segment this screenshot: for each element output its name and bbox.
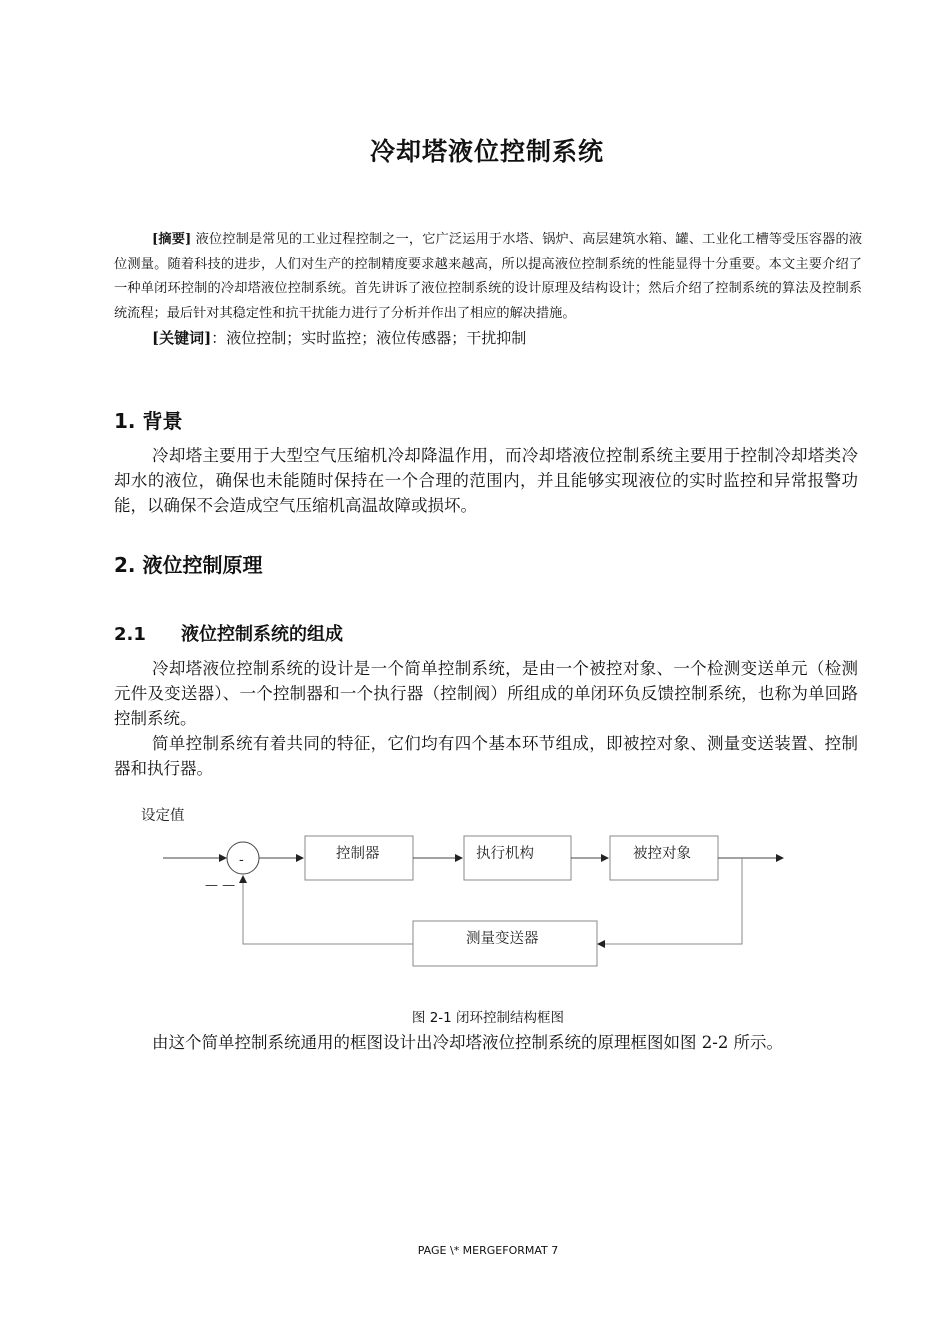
keywords-label: [关键词]: [152, 329, 212, 347]
figure-caption: 图 2-1 闭环控制结构框图: [411, 1010, 565, 1026]
after-figure-body: [114, 1030, 858, 1055]
abstract-block: [114, 228, 862, 351]
summing-sign: -: [239, 852, 244, 868]
block-diagram: [0, 790, 950, 990]
section-1-heading: 1. 背景: [114, 409, 183, 433]
section-2-1-heading: [114, 620, 343, 646]
abstract-paragraph: [114, 228, 862, 326]
after-figure-paragraph: 由这个简单控制系统通用的框图设计出冷却塔液位控制系统的原理框图如图 2-2 所示。: [152, 1033, 784, 1052]
section-2-1-number: 2.1: [114, 624, 146, 645]
page-footer: PAGE \* MERGEFORMAT 7: [417, 1244, 559, 1257]
abstract-label: [摘要]: [152, 232, 192, 247]
abstract-text: 液位控制是常见的工业过程控制之一，它广泛运用于水塔、锅炉、高层建筑水箱、罐、工业化工槽等受压容器的液位测量。随着科技的进步，人们对生产的控制精度要求越来越高，所以提高液位控制系统的性能显得十分重要。本文主要介绍了一种单闭环控制的冷却塔液位控制系统。首先讲诉了液位控制系统的设计原理及结构设计；然后介绍了控制系统的算法及控制系统流程；最后针对其稳定性和抗干扰能力进行了分析并作出了相应的解决措施。: [114, 232, 863, 321]
section-2-1-paragraph-2: 简单控制系统有着共同的特征，它们均有四个基本环节组成，即被控对象、测量变送装置、控制器和执行器。: [114, 734, 858, 778]
section-1-body: [114, 443, 858, 518]
feedback-sign: — —: [205, 878, 236, 893]
page-title: 冷却塔液位控制系统: [369, 137, 604, 166]
controller-label: 控制器: [336, 846, 380, 862]
feedback-path-out: [243, 876, 413, 944]
section-2-heading: 2. 液位控制原理: [114, 553, 263, 577]
section-2-1-body: [114, 656, 858, 781]
block-diagram-svg: [0, 790, 950, 990]
plant-label: 被控对象: [633, 846, 691, 862]
setpoint-label: 设定值: [141, 808, 185, 824]
sensor-label: 测量变送器: [466, 931, 539, 947]
section-1-paragraph: 冷却塔主要用于大型空气压缩机冷却降温作用，而冷却塔液位控制系统主要用于控制冷却塔类冷却水的液位，确保也未能随时保持在一个合理的范围内，并且能够实现液位的实时监控和异常报警功能，以确保不会造成空气压缩机高温故障或损坏。: [114, 446, 858, 515]
section-2-1-title: 液位控制系统的组成: [181, 624, 343, 645]
keywords-text: ：液位控制；实时监控；液位传感器；干扰抑制: [211, 329, 527, 347]
keywords-paragraph: [114, 326, 862, 351]
section-2-1-paragraph-1: 冷却塔液位控制系统的设计是一个简单控制系统，是由一个被控对象、一个检测变送单元（检测元件及变送器）、一个控制器和一个执行器（控制阀）所组成的单闭环负反馈控制系统，也称为单回路控制系统。: [114, 659, 858, 728]
actuator-label: 执行机构: [476, 846, 534, 862]
